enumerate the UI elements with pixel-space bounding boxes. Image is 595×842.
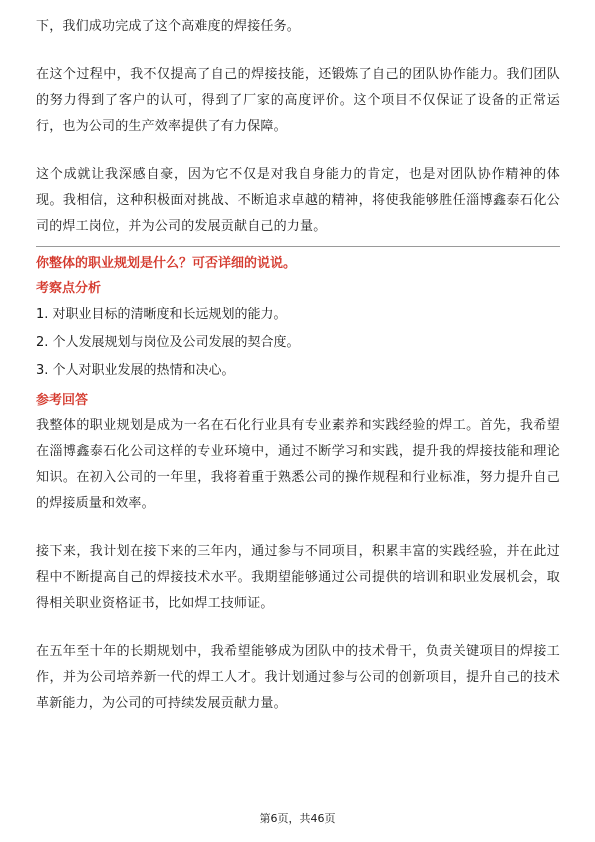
answer-paragraph: 接下来，我计划在接下来的三年内，通过参与不同项目，积累丰富的实践经验，并在此过程中不断提高自己的焊接技术水平。我期望能够通过公司提供的培训和职业发展机会，取得相关职业资格证书，比如焊工技师证。	[36, 544, 560, 611]
continued-paragraph: 下，我们成功完成了这个高难度的焊接任务。	[36, 19, 301, 34]
answer-paragraph: 在五年至十年的长期规划中，我希望能够成为团队中的技术骨干，负责关键项目的焊接工作，并为公司培养新一代的焊工人才。我计划通过参与公司的创新项目，提升自己的技术革新能力，为公司的可持续发展贡献力量。	[36, 644, 560, 711]
answer-paragraph: 我整体的职业规划是成为一名在石化行业具有专业素养和实践经验的焊工。首先，我希望在淄博鑫泰石化公司这样的专业环境中，通过不断学习和实践，提升我的焊接技能和理论知识。在初入公司的一年里，我将着重于熟悉公司的操作规程和行业标准，努力提升自己的焊接质量和效率。	[36, 418, 560, 511]
body-paragraph: 在这个过程中，我不仅提高了自己的焊接技能，还锻炼了自己的团队协作能力。我们团队的努力得到了客户的认可，得到了厂家的高度评价。这个项目不仅保证了设备的正常运行，也为公司的生产效率提供了有力保障。	[36, 67, 560, 134]
analysis-heading: 考察点分析	[36, 281, 102, 296]
section-divider	[36, 246, 560, 247]
page-number: 第6页，共46页	[259, 812, 336, 825]
list-item: 3. 个人对职业发展的热情和决心。	[36, 363, 235, 378]
body-paragraph: 这个成就让我深感自豪，因为它不仅是对我自身能力的肯定，也是对团队协作精神的体现。我相信，这种积极面对挑战、不断追求卓越的精神，将使我能够胜任淄博鑫泰石化公司的焊工岗位，并为公司的发展贡献自己的力量。	[36, 167, 560, 234]
answer-heading: 参考回答	[36, 393, 89, 408]
analysis-list	[36, 301, 560, 385]
question-title: 你整体的职业规划是什么？可否详细的说说。	[36, 256, 297, 271]
list-item: 2. 个人发展规划与岗位及公司发展的契合度。	[36, 335, 300, 350]
page-content	[36, 14, 560, 717]
list-item: 1. 对职业目标的清晰度和长远规划的能力。	[36, 307, 287, 322]
